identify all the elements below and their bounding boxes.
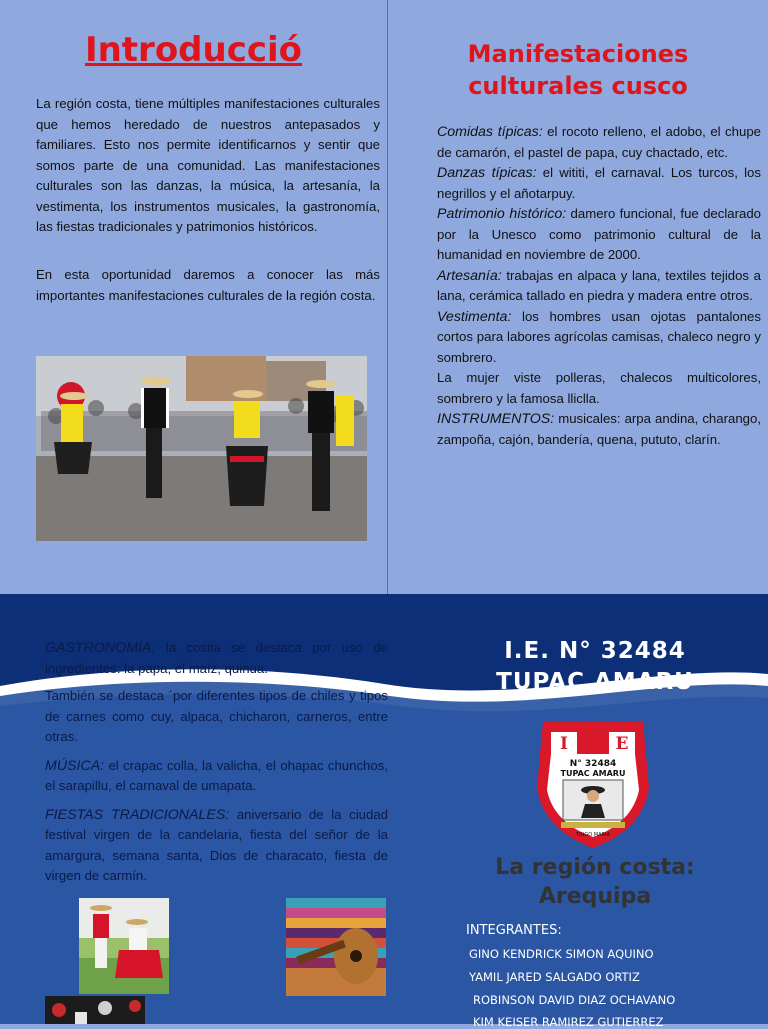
- gastronomia-block: GASTRONOMÍA: la cosita se destaca por uso de ingredientes: la papa, el maíz, quinua. También se destaca ´por diferentes tipos de chiles y tipos de carnes como cuy, alpaca, chicharon, carneros, entre otras. MÚSICA: el crapac colla, la valicha, el ohapac chunchos, el sarapillu, el carnaval de umapata. FIESTAS TRADICIONALES: aniversario de la ciudad festival virgen de la candelaria, fiesta del señor de la amargura, semana santa, Dios de characato, fiesta de virgen de carmín.: [45, 640, 388, 883]
- logo-place: TINGO MARIA: [576, 832, 610, 838]
- member-name: YAMIL JARED SALGADO ORTIZ: [469, 970, 640, 984]
- list-item: Danzas típicas: el wititi, el carnaval. Los turcos, los negrillos y el añotarpuy.: [437, 165, 761, 201]
- school-shield-logo: [533, 718, 653, 850]
- manifestaciones-title: Manifestaciones culturales cusco: [467, 40, 689, 100]
- list-item: Patrimonio histórico: damero funcional, fue declarado por la Unesco como patrimonio cultural de la humanidad en noviembre de 2000.: [437, 206, 762, 262]
- list-item: Vestimenta: los hombres usan ojotas pantalones cortos para labores agrícolas camisas, chaleco negro y sombrero.: [437, 308, 761, 365]
- guitar-textile-photo: [286, 898, 386, 996]
- school-name: I.E. N° 32484 TUPAC AMARU: [496, 638, 694, 695]
- member-name: GINO KENDRICK SIMON AQUINO: [469, 947, 654, 961]
- manifestaciones-list: [437, 122, 761, 450]
- logo-number: N° 32484: [569, 759, 617, 769]
- region-title: La región costa: Arequipa: [495, 855, 695, 909]
- logo-letter-i: I: [560, 734, 568, 754]
- list-item: Comidas típicas: el rocoto relleno, el adobo, el chupe de camarón, el pastel de papa, cuy chactado, etc.: [437, 124, 761, 160]
- dance-couple-photo: [79, 898, 169, 994]
- dancers-photo: [36, 356, 367, 541]
- intro-title: Introducció: [84, 30, 303, 70]
- list-item: La mujer viste polleras, chalecos multicolores, sombrero y la famosa lliclla.: [437, 370, 761, 406]
- intro-paragraph-1: La región costa, tiene múltiples manifestaciones culturales que hemos heredado de nuestros antepasados y familiares. Esto nos permite identificarnos y sentir que somos parte de una comunidad. Las manifestaciones culturales son las danzas, la música, la artesanía, la vestimenta, los instrumentos musicales, la gastronomía, las fiestas tradicionales y patrimonios históricos.: [36, 96, 380, 234]
- member-name: ROBINSON DAVID DIAZ OCHAVANO: [473, 993, 676, 1007]
- intro-paragraph-2: En esta oportunidad daremos a conocer las más importantes manifestaciones culturales de la región costa.: [36, 267, 380, 303]
- list-item: INSTRUMENTOS: musicales: arpa andina, charango, zampoña, cajón, bandería, quena, pututo, clarín.: [437, 411, 761, 447]
- logo-name: TUPAC AMARU: [560, 769, 626, 778]
- list-item: Artesanía: trabajas en alpaca y lana, textiles tejidos a lana, cerámica tallado en piedra y madera entre otros.: [437, 267, 761, 303]
- member-name: KIM KEISER RAMIREZ GUTIERREZ: [473, 1015, 664, 1029]
- members-title: INTEGRANTES:: [466, 923, 562, 938]
- performance-photo: [45, 996, 145, 1024]
- logo-letter-e: E: [615, 734, 629, 754]
